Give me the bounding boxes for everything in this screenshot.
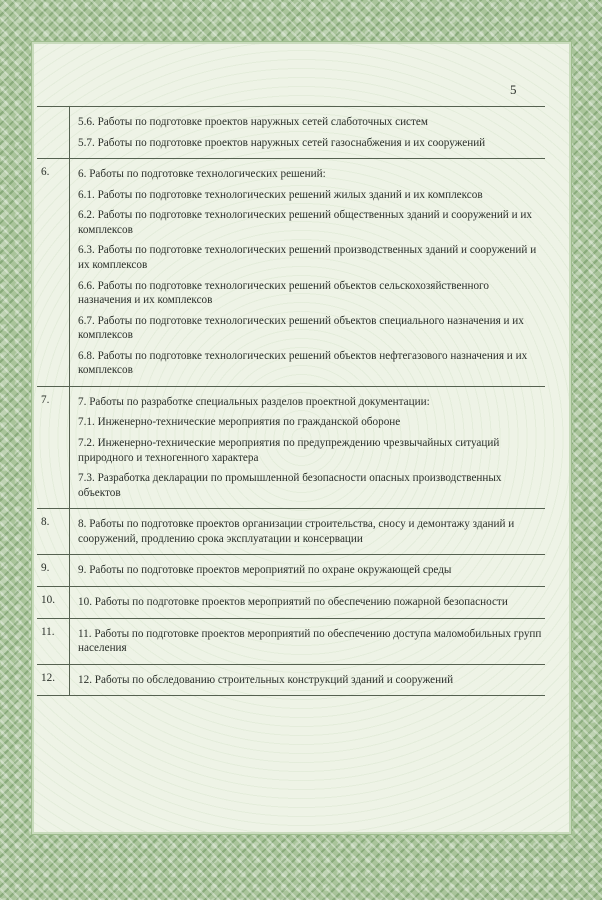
table-row (37, 107, 545, 159)
work-item: 6.8. Работы по подготовке технологических решений объектов нефтегазового назначения и их комплексов (78, 349, 528, 377)
row-content (70, 555, 546, 587)
table-row (37, 586, 545, 618)
table-row (37, 159, 545, 387)
row-number: 12. (37, 664, 70, 696)
row-number: 8. (37, 509, 70, 555)
works-table (37, 106, 545, 696)
row-number (37, 107, 70, 159)
work-item: 6. Работы по подготовке технологических решений: (78, 168, 326, 181)
work-item: 9. Работы по подготовке проектов мероприятий по охране окружающей среды (78, 564, 452, 577)
row-number: 7. (37, 386, 70, 508)
row-number: 10. (37, 586, 70, 618)
row-content (70, 664, 546, 696)
row-number: 9. (37, 555, 70, 587)
page-number: 5 (510, 82, 517, 97)
work-item: 7.3. Разработка декларации по промышленной безопасности опасных производственных объектов (78, 472, 502, 499)
table-row (37, 555, 545, 587)
table-row (37, 509, 545, 555)
work-item: 6.1. Работы по подготовке технологических решений жилых зданий и их комплексов (78, 188, 483, 201)
work-item: 7.1. Инженерно-технические мероприятия по гражданской обороне (78, 416, 401, 429)
work-item: 5.7. Работы по подготовке проектов наружных сетей газоснабжения и их сооружений (78, 136, 486, 149)
table-row (37, 618, 545, 664)
work-item: 12. Работы по обследованию строительных конструкций зданий и сооружений (78, 673, 454, 686)
work-item: 7. Работы по разработке специальных разделов проектной документации: (78, 395, 430, 408)
work-item: 5.6. Работы по подготовке проектов наружных сетей слаботочных систем (78, 116, 428, 128)
row-content (70, 586, 546, 618)
row-content (70, 159, 546, 387)
row-number: 11. (37, 618, 70, 664)
work-item: 8. Работы по подготовке проектов организации строительства, сносу и демонтажу зданий и сооружений, продлению срока эксплуатации и консервации (78, 518, 515, 545)
row-content (70, 618, 546, 664)
work-item: 6.3. Работы по подготовке технологических решений производственных зданий и сооружений и их комплексов (78, 244, 537, 271)
work-item: 6.2. Работы по подготовке технологических решений общественных зданий и сооружений и их комплексов (78, 209, 532, 236)
row-content (70, 107, 546, 159)
table-row (37, 386, 545, 508)
row-content (70, 509, 546, 555)
table-row (37, 664, 545, 696)
work-item: 11. Работы по подготовке проектов мероприятий по обеспечению доступа маломобильных групп населения (78, 627, 542, 655)
work-item: 6.6. Работы по подготовке технологических решений объектов сельскохозяйственного назначения и их комплексов (78, 279, 489, 307)
work-item: 6.7. Работы по подготовке технологических решений объектов специального назначения и их комплексов (78, 314, 524, 342)
row-content (70, 386, 546, 508)
works-table-body (37, 107, 545, 696)
work-item: 7.2. Инженерно-технические мероприятия по предупреждению чрезвычайных ситуаций природного и техногенного характера (78, 437, 500, 464)
work-item: 10. Работы по подготовке проектов мероприятий по обеспечению пожарной безопасности (78, 595, 508, 608)
row-number: 6. (37, 159, 70, 387)
